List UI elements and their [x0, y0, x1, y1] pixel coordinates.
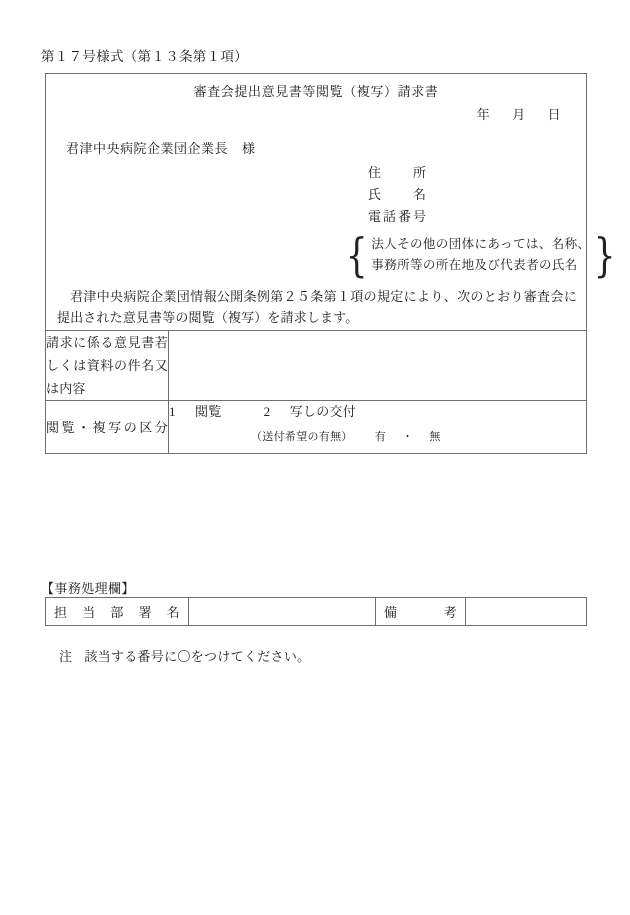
- main-form-box: [45, 73, 617, 454]
- applicant-fields: [368, 162, 426, 228]
- option-2-number[interactable]: 2: [263, 404, 271, 419]
- request-subject-input-cell[interactable]: [169, 331, 587, 401]
- request-subject-label-line-3: は内容: [46, 381, 86, 396]
- corporate-note-text: [369, 232, 592, 278]
- form-number: 第１７号様式（第１３条第１項）: [41, 49, 248, 64]
- addressee-honorific: 様: [242, 141, 256, 156]
- department-label: 担当部署名: [54, 605, 180, 620]
- applicant-phone-row: [368, 206, 426, 228]
- applicant-phone-label: 電話番号: [368, 209, 426, 224]
- document-title: 審査会提出意見書等閲覧（複写）請求書: [193, 84, 439, 99]
- delivery-request-row: [251, 428, 586, 444]
- viewing-type-label-cell: [46, 401, 169, 454]
- request-subject-label-cell: [46, 331, 169, 401]
- viewing-type-choices: [169, 401, 586, 420]
- option-1-label[interactable]: 閲覧: [195, 404, 222, 419]
- remarks-label: 備考: [384, 605, 457, 620]
- applicant-address-label: 住 所: [368, 165, 426, 180]
- request-table: [46, 330, 586, 453]
- table-row: [46, 598, 587, 626]
- delivery-request-separator: ・: [402, 431, 414, 443]
- table-row: [46, 401, 586, 454]
- office-section-heading: 【事務処理欄】: [41, 581, 135, 596]
- request-subject-label-line-2: しくは資料の件名又: [46, 358, 168, 373]
- date-line: [477, 104, 561, 123]
- brace-close-icon: }: [594, 228, 617, 282]
- table-row: [46, 331, 586, 401]
- remarks-label-cell: [376, 598, 466, 626]
- remarks-input-cell[interactable]: [466, 598, 587, 626]
- office-table: [45, 597, 587, 626]
- corporate-note-line-2: 事務所等の所在地及び代表者の氏名: [371, 258, 578, 272]
- footnote: [41, 646, 310, 665]
- date-month-label: 月: [512, 107, 526, 122]
- delivery-request-no[interactable]: 無: [429, 431, 441, 443]
- option-1-number[interactable]: 1: [169, 404, 176, 419]
- brace-open-icon: {: [345, 228, 368, 282]
- body-paragraph: 君津中央病院企業団情報公開条例第２５条第１項の規定により、次のとおり審査会に提出された意見書等の閲覧（複写）を請求します。: [57, 289, 577, 325]
- addressee-line: [66, 138, 256, 157]
- footnote-text: 該当する番号に〇をつけてください。: [84, 649, 311, 664]
- date-year-label: 年: [476, 107, 491, 122]
- addressee-name: 君津中央病院企業団企業長: [66, 141, 229, 156]
- viewing-type-label: 閲覧・複写の区分: [46, 419, 168, 435]
- department-label-cell: [46, 598, 189, 626]
- form-header-area: [46, 74, 617, 330]
- applicant-address-row: [368, 162, 426, 184]
- request-subject-label-line-1: 請求に係る意見書若: [46, 335, 168, 350]
- viewing-type-options-cell: [169, 401, 587, 454]
- delivery-request-yes[interactable]: 有: [374, 431, 387, 443]
- footnote-marker: 注: [59, 649, 73, 664]
- date-day-label: 日: [547, 107, 561, 122]
- corporate-note: [342, 228, 620, 282]
- department-input-cell[interactable]: [189, 598, 376, 626]
- delivery-request-prompt: （送付希望の有無）: [251, 431, 353, 443]
- applicant-name-label: 氏 名: [368, 187, 426, 202]
- corporate-note-line-1: 法人その他の団体にあっては、名称、: [371, 237, 591, 251]
- applicant-name-row: [368, 184, 426, 206]
- option-2-label[interactable]: 写しの交付: [289, 404, 357, 419]
